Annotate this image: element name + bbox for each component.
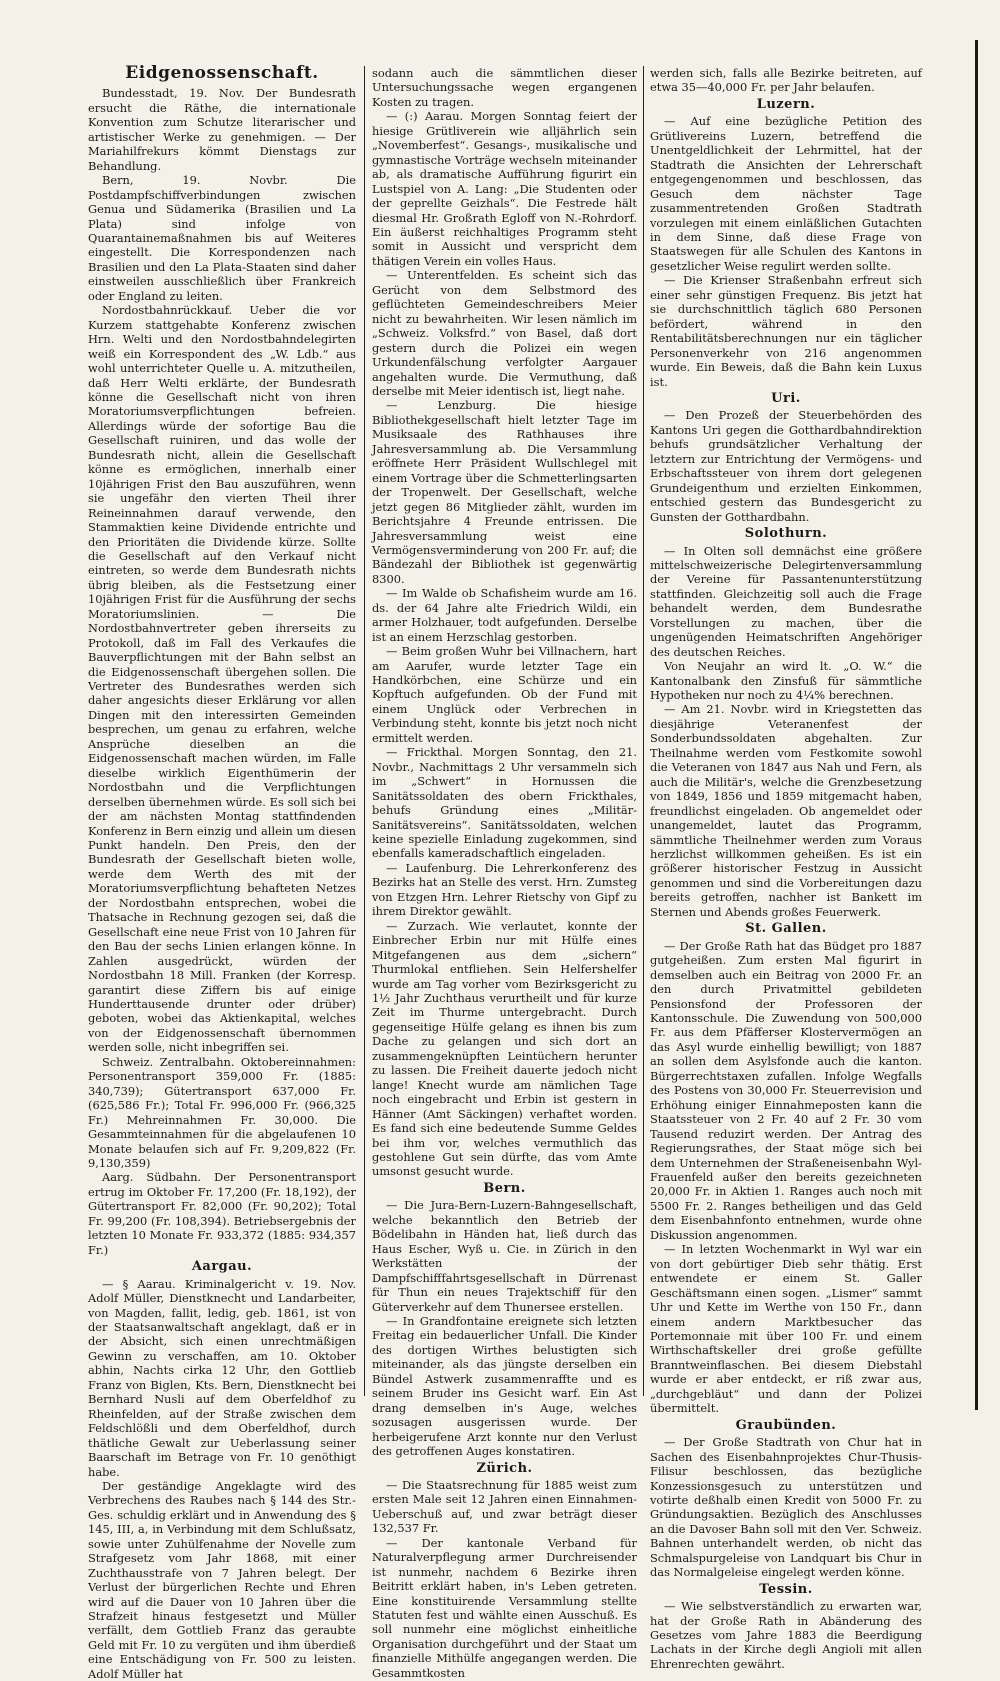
section-heading-eidgenossenschaft: Eidgenossenschaft. xyxy=(125,63,319,83)
article-paragraph: — Unterentfelden. Es scheint sich das Gerücht von dem Selbstmord des geflüchteten Gemeindeschreibers Meier nicht zu bewahrheiten. Wir lesen nämlich im „Schweiz. Volksfrd.“ von Basel, daß dort gestern durch die Polizei ein wegen Urkundenfälschung verfolgter Aargauer angehalten wurde. Die Vermuthung, daß derselbe mit Meier identisch ist, liegt nahe. xyxy=(372,268,637,398)
section-heading-uri: Uri. xyxy=(771,390,801,406)
article-paragraph: Aarg. Südbahn. Der Personentransport ertrug im Oktober Fr. 17,200 (Fr. 18,192), der Gütertransport Fr. 82,000 (Fr. 90,202); Total Fr. 99,200 (Fr. 108,394). Betriebsergebnis der letzten 10 Monate Fr. 933,372 (1885: 934,357 Fr.) xyxy=(88,1170,356,1257)
article-paragraph: werden sich, falls alle Bezirke beitreten, auf etwa 35—40,000 Fr. per Jahr belaufen. xyxy=(650,66,922,95)
section-heading-tessin: Tessin. xyxy=(759,1581,813,1597)
article-paragraph: sodann auch die sämmtlichen dieser Untersuchungssache wegen ergangenen Kosten zu tragen. xyxy=(372,66,637,109)
column-divider xyxy=(364,66,365,1396)
article-paragraph: — Laufenburg. Die Lehrerkonferenz des Bezirks hat an Stelle des verst. Hrn. Zumsteg von Etzgen Hrn. Lehrer Rietschy von Gipf zu ihrem Direktor gewählt. xyxy=(372,860,637,919)
article-paragraph: — Die Krienser Straßenbahn erfreut sich einer sehr günstigen Frequenz. Bis jetzt hat sie durchschnittlich täglich 680 Personen befördert, während in den Rentabilitätsberechnungen nur ein täglicher Personenverkehr von 216 angenommen wurde. Ein Beweis, daß die Bahn kein Luxus ist. xyxy=(650,273,922,389)
article-paragraph: Der geständige Angeklagte wird des Verbrechens des Raubes nach § 144 des Str.-Ges. schuldig erklärt und in Anwendung des § 145, III, a, in Verbindung mit dem Schlußsatz, sowie unter Zuhülfenahme der Novelle zum Strafgesetz vom Jahr 1868, mit einer Zuchthausstrafe von 7 Jahren belegt. Der Verlust der bürgerlichen Rechte und Ehren wird auf die Dauer von 10 Jahren über die Strafzeit hinaus festgesetzt und Müller verfällt, dem Gottlieb Franz das geraubte Geld mit Fr. 10 zu vergüten und ihm überdieß eine Entschädigung von Fr. 500 zu leisten. Adolf Müller hat xyxy=(88,1478,356,1681)
article-paragraph: — § Aarau. Kriminalgericht v. 19. Nov. Adolf Müller, Dienstknecht und Landarbeiter, von Magden, fallit, ledig, geb. 1861, ist von der Staatsanwaltschaft angeklagt, daß er in der Absicht, sich einen unrechtmäßigen Gewinn zu verschaffen, am 10. Oktober abhin, Nachts cirka 12 Uhr, den Gottlieb Franz von Biglen, Kts. Bern, Dienstknecht bei Bernhard Nusli auf dem Oberfeldhof zu Rheinfelden, auf der Straße zwischen dem Feldschlößli und dem Oberfeldhof, durch thätliche Gewalt zur Ueberlassung seiner Baarschaft im Betrage von Fr. 10 genöthigt habe. xyxy=(88,1276,356,1479)
article-paragraph: — Wie selbstverständlich zu erwarten war, hat der Große Rath in Abänderung des Gesetzes vom Jahre 1883 die Beerdigung Lachats in der Kirche degli Angioli mit allen Ehrenrechten gewährt. xyxy=(650,1599,922,1671)
section-heading-graubunden: Graubünden. xyxy=(735,1417,837,1433)
section-heading-aargau: Aargau. xyxy=(191,1259,253,1275)
article-paragraph: — Der kantonale Verband für Naturalverpflegung armer Durchreisender ist nunmehr, nachdem 6 Bezirke ihren Beitritt erklärt haben, in's Leben getreten. Eine konstituirende Versammlung stellte Statuten fest und wählte einen Ausschuß. Es soll nunmehr eine möglichst einheitliche Organisation durchgeführt und der Staat um finanzielle Mithülfe angegangen werden. Die Gesammtkosten xyxy=(372,1535,637,1680)
article-paragraph: — Beim großen Wuhr bei Villnachern, hart am Aarufer, wurde letzter Tage ein Handkörbchen, eine Schürze und ein Kopftuch aufgefunden. Ob der Fund mit einem Unglück oder Verbrechen in Verbindung steht, konnte bis jetzt noch nicht ermittelt werden. xyxy=(372,644,637,745)
article-paragraph: — Die Staatsrechnung für 1885 weist zum ersten Male seit 12 Jahren einen Einnahmen-Ueberschuß auf, und zwar beträgt dieser 132,537 Fr. xyxy=(372,1477,637,1536)
right-margin-rule xyxy=(975,40,978,1410)
column-2 xyxy=(372,66,637,1680)
article-paragraph: — Die Jura-Bern-Luzern-Bahngesellschaft, welche bekanntlich den Betrieb der Bödelibahn in Händen hat, ließ durch das Haus Escher, Wyß u. Cie. in Zürich in den Werkstätten der Dampfschifffahrtsgesellschaft in Dürrenast für Thun ein neues Trajektschiff für den Güterverkehr auf dem Thunersee erstellen. xyxy=(372,1198,637,1314)
article-paragraph: — Am 21. Novbr. wird in Kriegstetten das diesjährige Veteranenfest der Sonderbundssoldaten abgehalten. Zur Theilnahme werden vom Festkomite sowohl die Veteranen von 1847 aus Nah und Fern, als auch die Militär's, welche die Grenzbesetzung von 1849, 1856 und 1859 mitgemacht haben, freundlichst eingeladen. Ob angemeldet oder unangemeldet, lautet das Programm, sämmtliche Theilnehmer werden zum Voraus herzlichst willkommen geheißen. Es ist ein größerer historischer Festzug in Aussicht genommen und sind die Vorbereitungen dazu bereits getroffen, nachher ist Bankett im Sternen und Abends großes Feuerwerk. xyxy=(650,702,922,919)
article-paragraph: — Der Große Stadtrath von Chur hat in Sachen des Eisenbahnprojektes Chur-Thusis-Filisur beschlossen, das bezügliche Konzessionsgesuch zu unterstützen und votirte deßhalb einen Kredit von 5000 Fr. zu Gründungsaktien. Bezüglich des Anschlusses an die Davoser Bahn soll mit den Ver. Schweiz. Bahnen unterhandelt werden, ob nicht das Schmalspurgeleise von Landquart bis Chur in das Normalgeleise eingelegt werden könne. xyxy=(650,1435,922,1580)
article-paragraph: — In Olten soll demnächst eine größere mittelschweizerische Delegirtenversammlung der Vereine für Passantenunterstützung stattfinden. Gleichzeitig soll auch die Frage behandelt werden, dem Bundesrathe Vorstellungen zu machen, über die ungenügenden Heimatschriften Angehöriger des deutschen Reiches. xyxy=(650,543,922,659)
article-paragraph: Von Neujahr an wird lt. „O. W.“ die Kantonalbank den Zinsfuß für sämmtliche Hypotheken nur noch zu 4¼% berechnen. xyxy=(650,659,922,703)
article-paragraph: Schweiz. Zentralbahn. Oktobereinnahmen: Personentransport 359,000 Fr. (1885: 340,739); Gütertransport 637,000 Fr. (625,586 Fr.); Total Fr. 996,000 Fr. (966,325 Fr.) Mehreinnahmen Fr. 30,000. Die Gesammteinnahmen für die abgelaufenen 10 Monate belaufen sich auf Fr. 9,209,822 (Fr. 9,130,359) xyxy=(88,1054,356,1170)
article-paragraph: — Auf eine bezügliche Petition des Grütlivereins Luzern, betreffend die Unentgeldlichkeit der Lehrmittel, hat der Stadtrath die Ansichten der Lehrerschaft entgegengenommen und beschlossen, das Gesuch dem nächster Tage zusammentretenden Großen Stadtrath vorzulegen mit einem einläßlichen Gutachten in dem Sinne, daß diese Frage von Staatswegen für alle Schulen des Kantons in gesetzlicher Weise regulirt werden sollte. xyxy=(650,114,922,273)
section-heading-bern: Bern. xyxy=(483,1180,526,1196)
section-heading-zurich: Zürich. xyxy=(476,1460,533,1476)
article-paragraph: — Lenzburg. Die hiesige Bibliothekgesellschaft hielt letzter Tage im Musiksaale des Rathhauses ihre Jahresversammlung ab. Die Versammlung eröffnete Herr Präsident Wullschlegel mit einem Vortrage über die Schmetterlingsarten der Tropenwelt. Der Gesellschaft, welche jetzt gegen 86 Mitglieder zählt, wurden im Berichtsjahre 4 Freunde entrissen. Die Jahresversammlung weist eine Vermögensverminderung von 200 Fr. auf; die Bändezahl der Bibliothek ist gegenwärtig 8300. xyxy=(372,398,637,586)
section-heading-solothurn: Solothurn. xyxy=(744,526,828,542)
article-paragraph: — (:) Aarau. Morgen Sonntag feiert der hiesige Grütliverein wie alljährlich sein „Novemberfest“. Gesangs-, musikalische und gymnastische Vorträge wechseln miteinander ab, als dramatische Aufführung figurirt ein Lustspiel von A. Lang: „Die Studenten oder der geprellte Geizhals“. Die Festrede hält diesmal Hr. Großrath Egloff von N.-Rohrdorf. Ein äußerst reichhaltiges Programm steht somit in Aussicht und verspricht dem thätigen Verein ein volles Haus. xyxy=(372,109,637,268)
article-paragraph: — Frickthal. Morgen Sonntag, den 21. Novbr., Nachmittags 2 Uhr versammeln sich im „Schwert“ in Hornussen die Sanitätssoldaten des obern Frickthales, behufs Gründung eines „Militär-Sanitätsvereins“. Sanitätssoldaten, welchen keine spezielle Einladung zugekommen, sind ebenfalls kameradschaftlich eingeladen. xyxy=(372,745,637,861)
article-paragraph: Bern, 19. Novbr. Die Postdampfschiffverbindungen zwischen Genua und Südamerika (Brasilien und La Plata) sind infolge von Quarantainemaßnahmen bis auf Weiteres eingestellt. Die Korrespondenzen nach Brasilien und den La Plata-Staaten sind daher einstweilen ausschließlich über Frankreich oder England zu leiten. xyxy=(88,173,356,303)
section-heading-st-gallen: St. Gallen. xyxy=(745,921,827,937)
article-paragraph: — Zurzach. Wie verlautet, konnte der Einbrecher Erbin nur mit Hülfe eines Mitgefangenen aus dem „sichern“ Thurmlokal entfliehen. Sein Helfershelfer wurde am Tag vorher vom Bezirksgericht zu 1½ Jahr Zuchthaus verurtheilt und für kurze Zeit im Thurme untergebracht. Durch gegenseitige Hülfe gelang es ihnen bis zum Dache zu gelangen und sich dort an zusammengeknüpften Leintüchern herunter zu lassen. Die Freiheit dauerte jedoch nicht lange! Knecht wurde am nämlichen Tage noch eingebracht und Erbin ist gestern in Hänner (Amt Säckingen) verhaftet worden. Es fand sich eine bedeutende Summe Geldes bei ihm vor, welches vermuthlich das gestohlene Gut sein dürfte, das vom Amte umsonst gesucht wurde. xyxy=(372,918,637,1179)
article-paragraph: — Den Prozeß der Steuerbehörden des Kantons Uri gegen die Gotthardbahndirektion behufs grundsätzlicher Verhaltung der letztern zur Entrichtung der Vermögens- und Erbschaftssteuer von ihrem dort gelegenen Grundeigenthum und erzielten Einkommen, entschied gestern das Bundesgericht zu Gunsten der Gotthardbahn. xyxy=(650,408,922,524)
column-1 xyxy=(88,63,356,1681)
article-paragraph: Nordostbahnrückkauf. Ueber die vor Kurzem stattgehabte Konferenz zwischen Hrn. Welti und den Nordostbahndelegirten weiß ein Korrespondent des „W. Ldb.“ aus wohl unterrichteter Quelle u. A. mitzutheilen, daß Herr Welti erklärte, der Bundesrath könne die Gesellschaft nicht von ihren Moratoriumsverpflichtungen befreien. Allerdings würde der sofortige Bau die Gesellschaft ruiniren, und das wolle der Bundesrath nicht, allein die Gesellschaft könne es ermöglichen, innerhalb einer 10jährigen Frist den Bau auszuführen, wenn sie ungefähr den vierten Theil ihrer Reineinnahmen darauf verwende, den Stammaktien keine Dividende entrichte und den Prioritäten die Dividende kürze. Sollte die Gesellschaft auf den Verkauf nicht eintreten, so werde dem Bundesrath nichts übrig bleiben, als die Festsetzung einer 10jährigen Frist für die Ausführung der sechs Moratoriumslinien. — Die Nordostbahnvertreter geben ihrerseits zu Protokoll, daß im Fall des Verkaufes die Bauverpflichtungen mit der Bahn selbst an die Eidgenossenschaft übergehen sollen. Die Vertreter des Bundesrathes werden sich daher angesichts dieser Erklärung vor allen Dingen mit den interessirten Gemeinden besprechen, um genau zu erfahren, welche Ansprüche dieselben an die Eidgenossenschaft machen würden, im Falle dieselbe wirklich Eigenthümerin der Nordostbahn und die Verpflichtungen derselben übernehmen würde. Es soll sich bei der am nächsten Montag stattfindenden Konferenz in Bern einzig und allein um diesen Punkt handeln. Den Preis, den der Bundesrath der Gesellschaft bieten wolle, werde dem Werth des mit der Moratoriumsverpflichtung behafteten Netzes der Nordostbahn entsprechen, wobei die Thatsache in Rechnung gezogen sei, daß die Gesellschaft eine neue Frist von 10 Jahren für den Bau der sechs Linien erlangen könne. In Zahlen ausgedrückt, würden der Nordostbahn 18 Mill. Franken (der Korresp. garantirt diese Ziffern bis auf einige Hunderttausende drunter oder drüber) geboten, wobei das Aktienkapital, welches von der Eidgenossenschaft übernommen werden solle, nicht inbegriffen sei. xyxy=(88,303,356,1055)
article-paragraph: — Der Große Rath hat das Büdget pro 1887 gutgeheißen. Zum ersten Mal figurirt in demselben auch ein Beitrag von 2000 Fr. an den durch Privatmittel gebildeten Pensionsfond der Professoren der Kantonsschule. Die Zuwendung von 500,000 Fr. aus dem Pfäfferser Klostervermögen an das Asyl wurde einhellig bewilligt; von 1887 an sollen dem Asylsfonde auch die kanton. Bürgerrechtstaxen zufallen. Infolge Wegfalls des Postens von 30,000 Fr. Steuerrevision und Erhöhung einiger Einnahmeposten kann die Staatssteuer von 2 Fr. 40 auf 2 Fr. 30 vom Tausend reduzirt werden. Der Antrag des Regierungsrathes, der Staat möge sich bei dem Unternehmen der Straßeneisenbahn Wyl-Frauenfeld außer den bereits gezeichneten 20,000 Fr. in Aktien 1. Ranges auch noch mit 5500 Fr. 2. Ranges betheiligen und das Geld dem Eisenbahnfonto entnehmen, wurde ohne Diskussion angenommen. xyxy=(650,938,922,1242)
section-heading-luzern: Luzern. xyxy=(756,96,816,112)
article-paragraph: — In letzten Wochenmarkt in Wyl war ein von dort gebürtiger Dieb sehr thätig. Erst entwendete er einem St. Galler Geschäftsmann einen sogen. „Lismer“ sammt Uhr und Kette im Werthe von 150 Fr., dann einem andern Marktbesucher das Portemonnaie mit über 100 Fr. und einem Wirthschaftskeller drei große gefüllte Branntweinflaschen. Bei diesem Diebstahl wurde er aber entdeckt, er riß zwar aus, „durchgebläut“ und dann der Polizei übermittelt. xyxy=(650,1242,922,1416)
article-paragraph: — Im Walde ob Schafisheim wurde am 16. ds. der 64 Jahre alte Friedrich Wildi, ein armer Holzhauer, todt aufgefunden. Derselbe ist an einem Herzschlag gestorben. xyxy=(372,586,637,644)
column-3 xyxy=(650,66,922,1671)
article-paragraph: Bundesstadt, 19. Nov. Der Bundesrath ersucht die Räthe, die internationale Konvention zum Schutze literarischer und artistischer Werke zu genehmigen. — Der Mariahilfrekurs kömmt Dienstags zur Behandlung. xyxy=(88,86,356,173)
column-divider xyxy=(643,66,644,1396)
article-paragraph: — In Grandfontaine ereignete sich letzten Freitag ein bedauerlicher Unfall. Die Kinder des dortigen Wirthes belustigten sich miteinander, als das jüngste derselben ein Bündel Astwerk zusammenraffte und es seinem Bruder ins Gesicht warf. Ein Ast drang demselben in's Auge, welches sozusagen ausgerissen wurde. Der herbeigerufene Arzt konnte nur den Verlust des getroffenen Auges konstatiren. xyxy=(372,1313,637,1459)
